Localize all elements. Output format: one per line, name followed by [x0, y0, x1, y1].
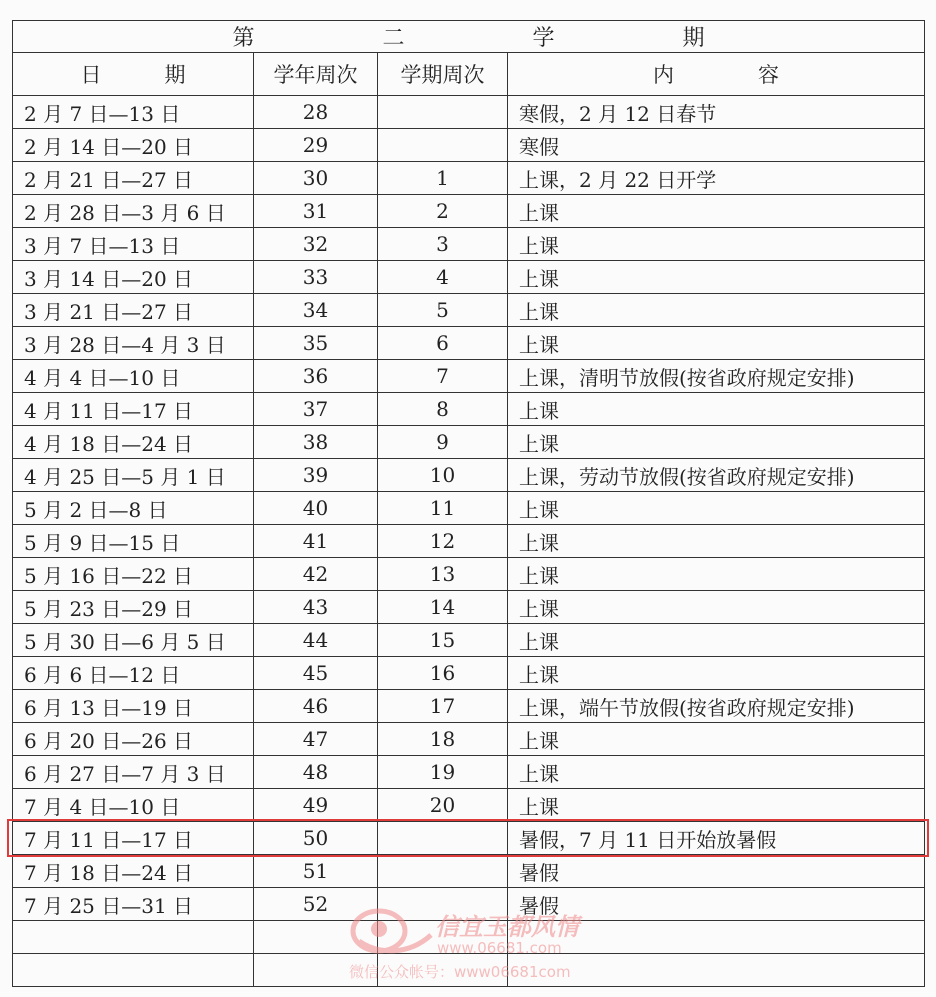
- cell-date: 3 月 7 日—13 日: [13, 228, 254, 261]
- table-title: 第 二 学 期: [13, 21, 925, 53]
- table-row: [13, 558, 925, 591]
- cell-content: [508, 954, 925, 987]
- watermark-account: 微信公众帐号：www06681com: [349, 963, 571, 981]
- table-row: [13, 921, 925, 954]
- table-row: [13, 789, 925, 822]
- cell-year-week: 32: [254, 228, 378, 261]
- cell-content: 寒假: [508, 129, 925, 162]
- table-row: [13, 459, 925, 492]
- cell-term-week: 15: [378, 624, 508, 657]
- cell-date: 7 月 4 日—10 日: [13, 789, 254, 822]
- table-row: [13, 360, 925, 393]
- cell-content: 上课，劳动节放假(按省政府规定安排): [508, 459, 925, 492]
- cell-term-week: 4: [378, 261, 508, 294]
- cell-year-week: 34: [254, 294, 378, 327]
- cell-year-week: 45: [254, 657, 378, 690]
- cell-date: 7 月 25 日—31 日: [13, 888, 254, 921]
- cell-content: 上课: [508, 657, 925, 690]
- cell-content: 上课: [508, 261, 925, 294]
- cell-content: 寒假，2 月 12 日春节: [508, 96, 925, 129]
- cell-term-week: 12: [378, 525, 508, 558]
- cell-year-week: 35: [254, 327, 378, 360]
- cell-year-week: 29: [254, 129, 378, 162]
- cell-content: 上课，端午节放假(按省政府规定安排): [508, 690, 925, 723]
- table-row: [13, 327, 925, 360]
- cell-content: 上课: [508, 591, 925, 624]
- cell-term-week: 1: [378, 162, 508, 195]
- cell-year-week: [254, 954, 378, 987]
- cell-year-week: 39: [254, 459, 378, 492]
- cell-date: 5 月 30 日—6 月 5 日: [13, 624, 254, 657]
- cell-date: 6 月 6 日—12 日: [13, 657, 254, 690]
- cell-date: [13, 921, 254, 954]
- cell-date: 5 月 16 日—22 日: [13, 558, 254, 591]
- table-row: [13, 426, 925, 459]
- table-row: [13, 657, 925, 690]
- cell-year-week: 42: [254, 558, 378, 591]
- cell-date: 3 月 28 日—4 月 3 日: [13, 327, 254, 360]
- table-row: [13, 96, 925, 129]
- header-term-week: 学期周次: [378, 53, 508, 96]
- semester-schedule-table: [12, 20, 925, 987]
- cell-year-week: 50: [254, 822, 378, 855]
- cell-term-week: [378, 954, 508, 987]
- table-row: [13, 261, 925, 294]
- cell-term-week: 2: [378, 195, 508, 228]
- cell-date: 5 月 9 日—15 日: [13, 525, 254, 558]
- cell-content: 上课: [508, 294, 925, 327]
- cell-term-week: 19: [378, 756, 508, 789]
- cell-term-week: [378, 921, 508, 954]
- table-row: [13, 690, 925, 723]
- cell-year-week: 44: [254, 624, 378, 657]
- cell-date: 4 月 4 日—10 日: [13, 360, 254, 393]
- cell-content: 上课: [508, 195, 925, 228]
- table-title-row: [13, 21, 925, 53]
- cell-term-week: 9: [378, 426, 508, 459]
- cell-content: 上课: [508, 426, 925, 459]
- cell-term-week: [378, 855, 508, 888]
- cell-year-week: 37: [254, 393, 378, 426]
- table-row: [13, 228, 925, 261]
- cell-year-week: 38: [254, 426, 378, 459]
- cell-term-week: 10: [378, 459, 508, 492]
- header-year-week: 学年周次: [254, 53, 378, 96]
- cell-term-week: 3: [378, 228, 508, 261]
- table-row: [13, 888, 925, 921]
- cell-year-week: 41: [254, 525, 378, 558]
- cell-date: [13, 954, 254, 987]
- cell-date: 4 月 25 日—5 月 1 日: [13, 459, 254, 492]
- table-row: [13, 723, 925, 756]
- cell-date: 2 月 21 日—27 日: [13, 162, 254, 195]
- table-row: [13, 756, 925, 789]
- cell-term-week: 14: [378, 591, 508, 624]
- cell-content: 上课: [508, 393, 925, 426]
- cell-date: 4 月 11 日—17 日: [13, 393, 254, 426]
- cell-date: 5 月 2 日—8 日: [13, 492, 254, 525]
- table-row: [13, 294, 925, 327]
- cell-date: 3 月 14 日—20 日: [13, 261, 254, 294]
- cell-year-week: 51: [254, 855, 378, 888]
- cell-term-week: 11: [378, 492, 508, 525]
- cell-content: 上课，清明节放假(按省政府规定安排): [508, 360, 925, 393]
- cell-term-week: 17: [378, 690, 508, 723]
- cell-date: 2 月 28 日—3 月 6 日: [13, 195, 254, 228]
- cell-date: 7 月 18 日—24 日: [13, 855, 254, 888]
- cell-term-week: 13: [378, 558, 508, 591]
- table-row: [13, 855, 925, 888]
- cell-date: 2 月 14 日—20 日: [13, 129, 254, 162]
- table-row: [13, 525, 925, 558]
- cell-date: 6 月 27 日—7 月 3 日: [13, 756, 254, 789]
- table-row: [13, 822, 925, 855]
- cell-year-week: 36: [254, 360, 378, 393]
- cell-year-week: 49: [254, 789, 378, 822]
- cell-year-week: 43: [254, 591, 378, 624]
- cell-content: 上课: [508, 789, 925, 822]
- cell-content: 上课: [508, 525, 925, 558]
- cell-term-week: [378, 96, 508, 129]
- cell-content: 上课: [508, 558, 925, 591]
- table-row: [13, 591, 925, 624]
- cell-year-week: 30: [254, 162, 378, 195]
- cell-content: 上课: [508, 624, 925, 657]
- cell-term-week: [378, 822, 508, 855]
- watermark-title: 信宜玉都风情: [435, 913, 579, 941]
- cell-content: 暑假，7 月 11 日开始放暑假: [508, 822, 925, 855]
- cell-term-week: 18: [378, 723, 508, 756]
- cell-term-week: [378, 888, 508, 921]
- cell-date: 6 月 20 日—26 日: [13, 723, 254, 756]
- cell-term-week: 20: [378, 789, 508, 822]
- cell-term-week: 8: [378, 393, 508, 426]
- cell-year-week: [254, 921, 378, 954]
- cell-content: 上课: [508, 492, 925, 525]
- table-row: [13, 162, 925, 195]
- cell-term-week: 16: [378, 657, 508, 690]
- cell-date: 2 月 7 日—13 日: [13, 96, 254, 129]
- cell-content: 上课: [508, 756, 925, 789]
- cell-year-week: 31: [254, 195, 378, 228]
- cell-date: 5 月 23 日—29 日: [13, 591, 254, 624]
- cell-term-week: 5: [378, 294, 508, 327]
- cell-year-week: 52: [254, 888, 378, 921]
- cell-year-week: 40: [254, 492, 378, 525]
- cell-term-week: [378, 129, 508, 162]
- watermark-url: www.06681.com: [437, 939, 562, 957]
- cell-year-week: 28: [254, 96, 378, 129]
- header-date: 日 期: [13, 53, 254, 96]
- cell-date: 3 月 21 日—27 日: [13, 294, 254, 327]
- cell-content: 上课: [508, 327, 925, 360]
- cell-year-week: 33: [254, 261, 378, 294]
- cell-content: [508, 921, 925, 954]
- table-row: [13, 195, 925, 228]
- table-row: [13, 129, 925, 162]
- header-content: 内 容: [508, 53, 925, 96]
- table-row: [13, 954, 925, 987]
- cell-content: 暑假: [508, 855, 925, 888]
- cell-date: 7 月 11 日—17 日: [13, 822, 254, 855]
- cell-term-week: 7: [378, 360, 508, 393]
- cell-date: 4 月 18 日—24 日: [13, 426, 254, 459]
- cell-content: 上课，2 月 22 日开学: [508, 162, 925, 195]
- table-row: [13, 393, 925, 426]
- cell-year-week: 47: [254, 723, 378, 756]
- cell-content: 上课: [508, 723, 925, 756]
- cell-content: 上课: [508, 228, 925, 261]
- table-row: [13, 624, 925, 657]
- table-header-row: [13, 53, 925, 96]
- table-row: [13, 492, 925, 525]
- cell-term-week: 6: [378, 327, 508, 360]
- cell-year-week: 46: [254, 690, 378, 723]
- cell-year-week: 48: [254, 756, 378, 789]
- cell-content: 暑假: [508, 888, 925, 921]
- cell-date: 6 月 13 日—19 日: [13, 690, 254, 723]
